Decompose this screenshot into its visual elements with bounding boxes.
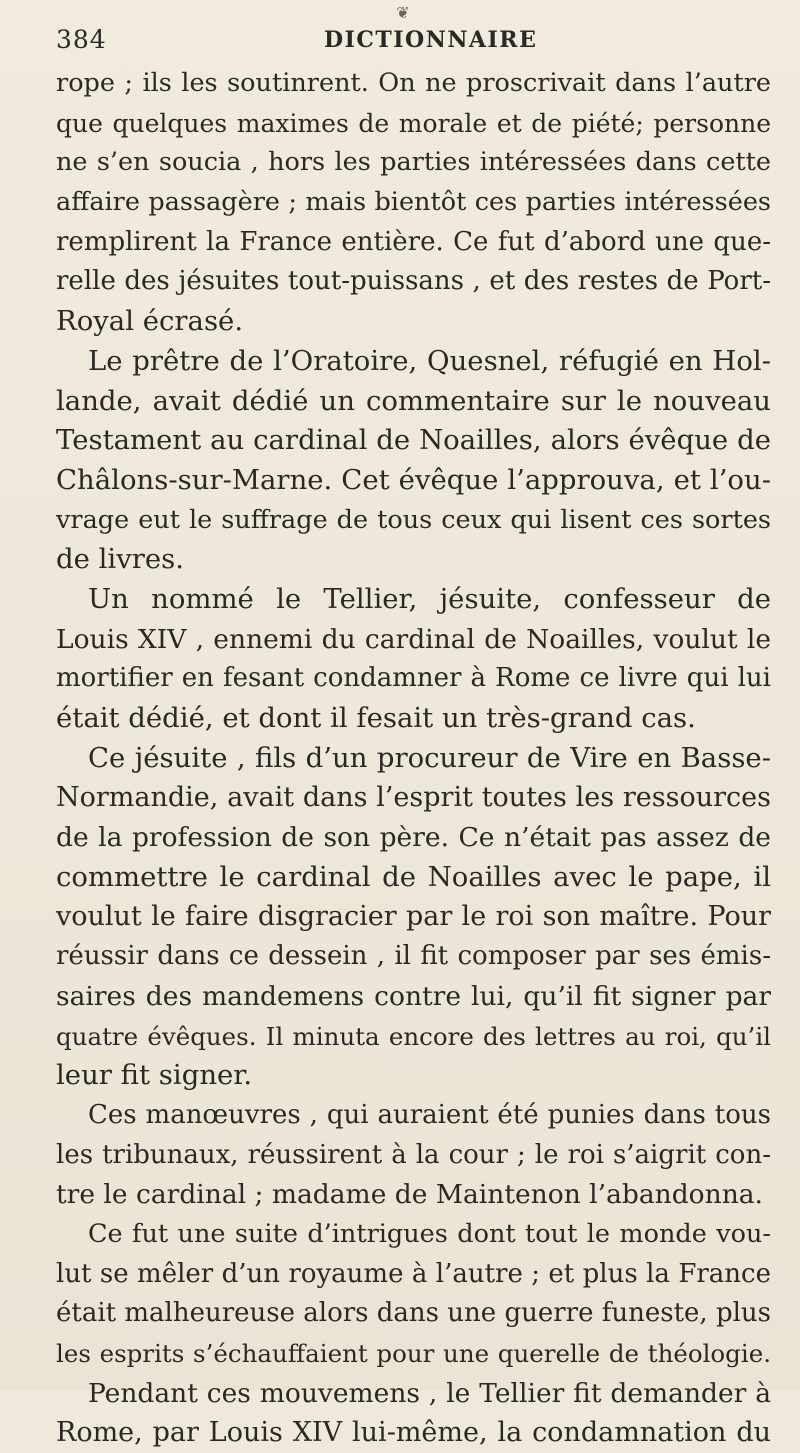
text-line: Normandie, avait dans l’esprit toutes les ressources [56, 782, 771, 814]
text-line: Pendant ces mouvemens , le Tellier fit demander à [88, 1377, 771, 1409]
text-line: commettre le cardinal de Noailles avec le pape, il [56, 860, 771, 893]
text-line: mortifier en fesant condamner à Rome ce livre qui lui [56, 663, 771, 694]
text-line: saires des mandemens contre lui, qu’il fit signer par [56, 980, 771, 1012]
text-line: était dédié, et dont il fesait un très-grand cas. [56, 702, 696, 734]
text-line: remplirent la France entière. Ce fut d’abord une que- [56, 226, 771, 257]
text-line: était malheureuse alors dans une guerre funeste, plus [56, 1298, 771, 1329]
body-text [56, 64, 771, 1453]
text-line: Ces manœuvres , qui auraient été punies dans tous [88, 1099, 771, 1130]
text-line: vrage eut le suffrage de tous ceux qui lisent ces sortes [56, 504, 771, 535]
text-line: relle des jésuites tout-puissans , et des restes de Port- [56, 266, 771, 297]
text-line: Testament au cardinal de Noailles, alors évêque de [56, 424, 771, 457]
ornament-icon: ❦ [396, 3, 410, 22]
text-line: que quelques maximes de morale et de piété; personne [56, 108, 771, 138]
text-line: lut se mêler d’un royaume à l’autre ; et plus la France [56, 1258, 771, 1289]
page-header [56, 22, 756, 58]
text-line: quatre évêques. Il minuta encore des lettres au roi, qu’il [56, 1021, 771, 1051]
text-line: les tribunaux, réussirent à la cour ; le roi s’aigrit con- [56, 1139, 771, 1170]
text-line: rope ; ils les soutinrent. On ne proscrivait dans l’autre [56, 68, 771, 98]
text-line: voulut le faire disgracier par le roi son maître. Pour [56, 901, 771, 933]
text-line: Un nommé le Tellier, jésuite, confesseur de [88, 582, 771, 615]
text-line: Ce jésuite , fils d’un procureur de Vire en Basse- [88, 741, 771, 774]
text-line: de livres. [56, 543, 185, 576]
text-line: Ce fut une suite d’intrigues dont tout le monde vou- [88, 1218, 771, 1249]
text-line: réussir dans ce dessein , il fit composer par ses émis- [56, 941, 771, 972]
text-line: les esprits s’échauffaient pour une querelle de théologie. [56, 1339, 771, 1368]
text-line: affaire passagère ; mais bientôt ces parties intéressées [56, 187, 771, 218]
text-line: Rome, par Louis XIV lui-même, la condamnation du [56, 1417, 771, 1449]
text-line: Royal écrasé. [56, 305, 244, 338]
text-line: lande, avait dédié un commentaire sur le nouveau [56, 384, 771, 417]
text-line: ne s’en soucia , hors les parties intéressées dans cette [56, 147, 771, 178]
text-line: Louis XIV , ennemi du cardinal de Noailles, voulut le [56, 623, 771, 655]
text-line: Châlons-sur-Marne. Cet évêque l’approuva, et l’ou- [56, 463, 771, 496]
text-line: leur fit signer. [56, 1059, 253, 1092]
page-number: 384 [56, 25, 107, 54]
running-title: DICTIONNAIRE [324, 27, 538, 53]
text-line: tre le cardinal ; madame de Maintenon l’abandonna. [56, 1179, 763, 1211]
text-line: de la profession de son père. Ce n’était pas assez de [56, 822, 771, 854]
text-line: Le prêtre de l’Oratoire, Quesnel, réfugié en Hol- [88, 344, 771, 377]
